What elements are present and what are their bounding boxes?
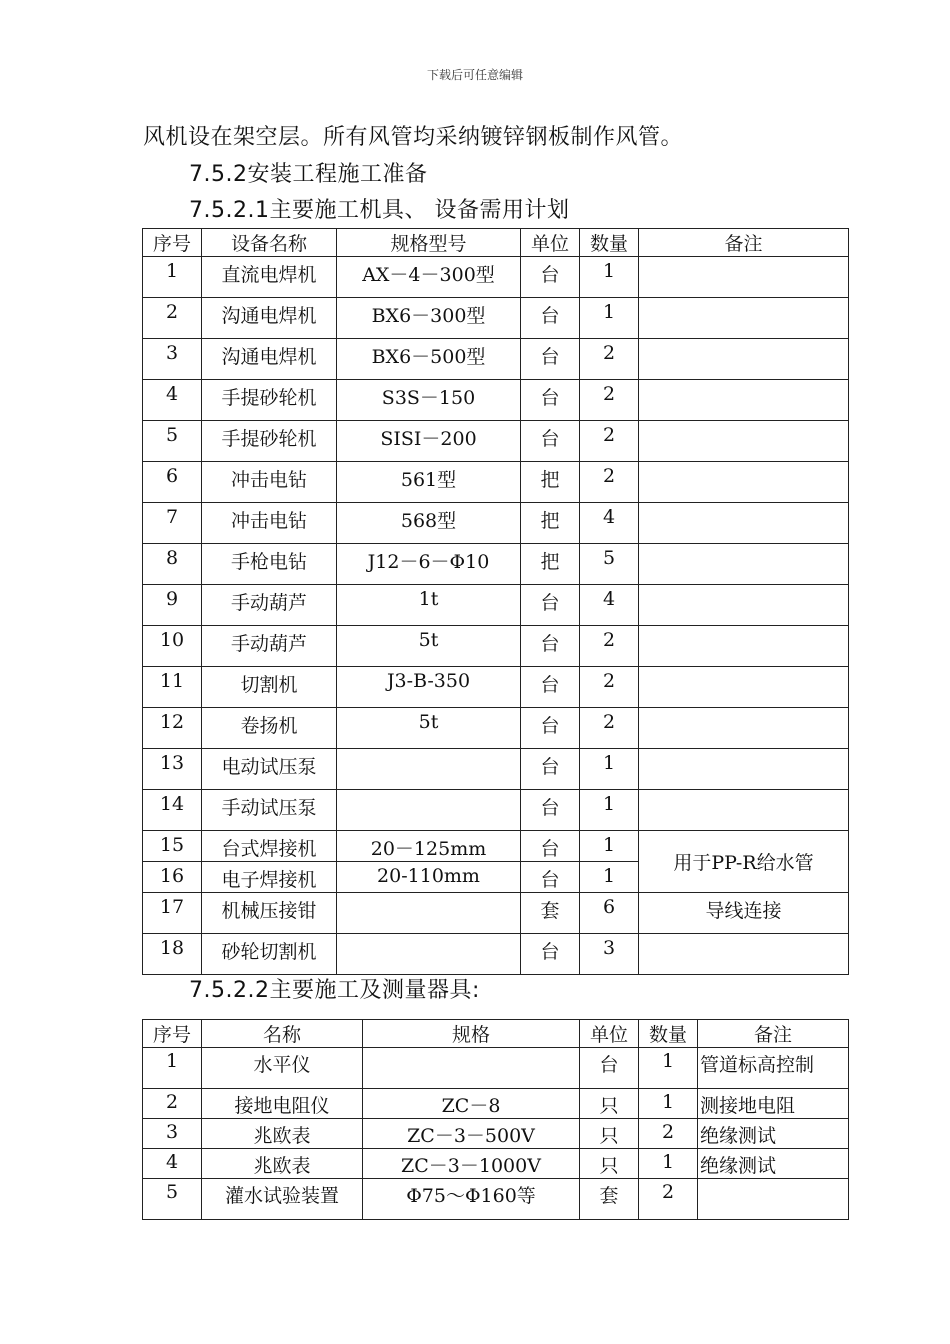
table-header-row <box>143 229 849 257</box>
table-row <box>143 257 849 298</box>
remark-cell <box>639 749 849 790</box>
spec-cell: Φ75～Φ160等 <box>363 1179 580 1220</box>
unit-cell: 台 <box>521 790 580 831</box>
quantity-cell: 6 <box>580 893 639 934</box>
instrument-table <box>142 1019 849 1220</box>
unit-cell: 台 <box>521 380 580 421</box>
unit-cell: 台 <box>580 1048 639 1089</box>
table-row <box>143 544 849 585</box>
remark-cell: 管道标高控制 <box>698 1048 849 1089</box>
quantity-cell: 1 <box>639 1048 698 1089</box>
table-row <box>143 462 849 503</box>
header-cell: 名称 <box>202 1020 363 1048</box>
spec-cell: J12－6－Φ10 <box>337 544 521 585</box>
equipment-name-cell: 冲击电钻 <box>202 503 337 544</box>
quantity-cell: 2 <box>580 667 639 708</box>
table-row <box>143 749 849 790</box>
equipment-name-cell: 手提砂轮机 <box>202 421 337 462</box>
quantity-cell: 2 <box>580 421 639 462</box>
spec-cell: ZC－8 <box>363 1089 580 1119</box>
quantity-cell: 1 <box>639 1089 698 1119</box>
quantity-cell: 4 <box>580 503 639 544</box>
remark-cell <box>639 544 849 585</box>
table-row <box>143 298 849 339</box>
equipment-name-cell: 直流电焊机 <box>202 257 337 298</box>
section-heading-7-5-2-1: 7.5.2.1主要施工机具、 设备需用计划 <box>189 198 570 223</box>
spec-cell: 1t <box>337 585 521 626</box>
spec-cell: 561型 <box>337 462 521 503</box>
equipment-name-cell: 电动试压泵 <box>202 749 337 790</box>
header-cell: 数量 <box>639 1020 698 1048</box>
table-row <box>143 380 849 421</box>
spec-cell: 5t <box>337 708 521 749</box>
row-number-cell: 2 <box>143 298 202 339</box>
quantity-cell: 1 <box>580 749 639 790</box>
unit-cell: 只 <box>580 1089 639 1119</box>
spec-cell: 5t <box>337 626 521 667</box>
equipment-table <box>142 228 849 975</box>
remark-cell <box>639 257 849 298</box>
remark-cell <box>639 339 849 380</box>
quantity-cell: 1 <box>639 1149 698 1179</box>
spec-cell: ZC－3－1000V <box>363 1149 580 1179</box>
spec-cell: BX6－300型 <box>337 298 521 339</box>
table-row <box>143 339 849 380</box>
row-number-cell: 11 <box>143 667 202 708</box>
row-number-cell: 15 <box>143 831 202 862</box>
row-number-cell: 1 <box>143 257 202 298</box>
table-header-row <box>143 1020 849 1048</box>
row-number-cell: 18 <box>143 934 202 975</box>
table-row <box>143 667 849 708</box>
equipment-name-cell: 沟通电焊机 <box>202 339 337 380</box>
row-number-cell: 17 <box>143 893 202 934</box>
remark-cell <box>639 503 849 544</box>
instrument-name-cell: 接地电阻仪 <box>202 1089 363 1119</box>
table-row <box>143 1048 849 1089</box>
equipment-name-cell: 电子焊接机 <box>202 862 337 893</box>
table-row <box>143 893 849 934</box>
header-cell: 规格 <box>363 1020 580 1048</box>
header-cell: 序号 <box>143 229 202 257</box>
spec-cell <box>337 934 521 975</box>
header-cell: 备注 <box>698 1020 849 1048</box>
header-cell: 规格型号 <box>337 229 521 257</box>
table-row <box>143 708 849 749</box>
header-cell: 备注 <box>639 229 849 257</box>
table-row <box>143 585 849 626</box>
spec-cell: S3S－150 <box>337 380 521 421</box>
quantity-cell: 2 <box>639 1119 698 1149</box>
remark-cell: 导线连接 <box>639 893 849 934</box>
unit-cell: 台 <box>521 749 580 790</box>
remark-cell: 绝缘测试 <box>698 1119 849 1149</box>
quantity-cell: 2 <box>580 626 639 667</box>
unit-cell: 台 <box>521 934 580 975</box>
row-number-cell: 5 <box>143 421 202 462</box>
header-cell: 单位 <box>521 229 580 257</box>
equipment-name-cell: 台式焊接机 <box>202 831 337 862</box>
page-header: 下载后可任意编辑 <box>426 68 523 82</box>
remark-cell <box>639 421 849 462</box>
remark-cell <box>698 1179 849 1220</box>
unit-cell: 台 <box>521 421 580 462</box>
table-row <box>143 1119 849 1149</box>
unit-cell: 台 <box>521 585 580 626</box>
unit-cell: 把 <box>521 544 580 585</box>
unit-cell: 只 <box>580 1149 639 1179</box>
row-number-cell: 10 <box>143 626 202 667</box>
row-number-cell: 14 <box>143 790 202 831</box>
unit-cell: 只 <box>580 1119 639 1149</box>
remark-cell <box>639 585 849 626</box>
table-row <box>143 1149 849 1179</box>
unit-cell: 台 <box>521 339 580 380</box>
intro-line: 风机设在架空层。所有风管均采纳镀锌钢板制作风管。 <box>143 125 684 150</box>
remark-cell <box>639 934 849 975</box>
spec-cell: ZC－3－500V <box>363 1119 580 1149</box>
quantity-cell: 2 <box>580 339 639 380</box>
quantity-cell: 2 <box>580 462 639 503</box>
equipment-name-cell: 机械压接钳 <box>202 893 337 934</box>
unit-cell: 把 <box>521 462 580 503</box>
unit-cell: 台 <box>521 257 580 298</box>
spec-cell: 20-110mm <box>337 862 521 893</box>
section-heading-7-5-2-2: 7.5.2.2主要施工及测量器具: <box>189 978 480 1003</box>
remark-cell <box>639 708 849 749</box>
row-number-cell: 6 <box>143 462 202 503</box>
equipment-name-cell: 手动葫芦 <box>202 585 337 626</box>
remark-cell <box>639 298 849 339</box>
remark-cell: 测接地电阻 <box>698 1089 849 1119</box>
quantity-cell: 4 <box>580 585 639 626</box>
unit-cell: 台 <box>521 831 580 862</box>
unit-cell: 台 <box>521 862 580 893</box>
table-row <box>143 503 849 544</box>
equipment-name-cell: 切割机 <box>202 667 337 708</box>
instrument-name-cell: 兆欧表 <box>202 1119 363 1149</box>
header-cell: 设备名称 <box>202 229 337 257</box>
equipment-name-cell: 手枪电钻 <box>202 544 337 585</box>
spec-cell: 20－125mm <box>337 831 521 862</box>
quantity-cell: 1 <box>580 790 639 831</box>
unit-cell: 套 <box>521 893 580 934</box>
instrument-name-cell: 水平仪 <box>202 1048 363 1089</box>
quantity-cell: 2 <box>580 708 639 749</box>
quantity-cell: 2 <box>639 1179 698 1220</box>
remark-cell <box>639 626 849 667</box>
spec-cell: J3-B-350 <box>337 667 521 708</box>
row-number-cell: 9 <box>143 585 202 626</box>
equipment-name-cell: 卷扬机 <box>202 708 337 749</box>
quantity-cell: 1 <box>580 257 639 298</box>
spec-cell: SISI－200 <box>337 421 521 462</box>
remark-cell <box>639 790 849 831</box>
spec-cell: BX6－500型 <box>337 339 521 380</box>
section-heading-7-5-2: 7.5.2安装工程施工准备 <box>189 162 428 187</box>
remark-cell: 绝缘测试 <box>698 1149 849 1179</box>
spec-cell <box>337 790 521 831</box>
table-row <box>143 626 849 667</box>
equipment-name-cell: 手动葫芦 <box>202 626 337 667</box>
row-number-cell: 3 <box>143 1119 202 1149</box>
equipment-name-cell: 手提砂轮机 <box>202 380 337 421</box>
equipment-name-cell: 沟通电焊机 <box>202 298 337 339</box>
row-number-cell: 4 <box>143 1149 202 1179</box>
remark-cell <box>639 380 849 421</box>
instrument-name-cell: 兆欧表 <box>202 1149 363 1179</box>
header-cell: 序号 <box>143 1020 202 1048</box>
header-cell: 单位 <box>580 1020 639 1048</box>
row-number-cell: 16 <box>143 862 202 893</box>
equipment-name-cell: 手动试压泵 <box>202 790 337 831</box>
table-row <box>143 934 849 975</box>
unit-cell: 台 <box>521 626 580 667</box>
spec-cell: 568型 <box>337 503 521 544</box>
header-cell: 数量 <box>580 229 639 257</box>
spec-cell <box>337 893 521 934</box>
table-row <box>143 790 849 831</box>
table-row <box>143 1089 849 1119</box>
row-number-cell: 5 <box>143 1179 202 1220</box>
quantity-cell: 5 <box>580 544 639 585</box>
spec-cell <box>363 1048 580 1089</box>
remark-cell: 用于PP-R给水管 <box>639 831 849 893</box>
table-row <box>143 831 849 862</box>
unit-cell: 套 <box>580 1179 639 1220</box>
row-number-cell: 12 <box>143 708 202 749</box>
unit-cell: 把 <box>521 503 580 544</box>
remark-cell <box>639 462 849 503</box>
unit-cell: 台 <box>521 298 580 339</box>
row-number-cell: 4 <box>143 380 202 421</box>
quantity-cell: 2 <box>580 380 639 421</box>
unit-cell: 台 <box>521 667 580 708</box>
spec-cell <box>337 749 521 790</box>
row-number-cell: 8 <box>143 544 202 585</box>
spec-cell: AX－4－300型 <box>337 257 521 298</box>
row-number-cell: 13 <box>143 749 202 790</box>
remark-cell <box>639 667 849 708</box>
row-number-cell: 3 <box>143 339 202 380</box>
row-number-cell: 7 <box>143 503 202 544</box>
table-row <box>143 421 849 462</box>
table-row <box>143 1179 849 1220</box>
quantity-cell: 1 <box>580 831 639 862</box>
quantity-cell: 1 <box>580 862 639 893</box>
equipment-name-cell: 冲击电钻 <box>202 462 337 503</box>
instrument-name-cell: 灌水试验装置 <box>202 1179 363 1220</box>
quantity-cell: 3 <box>580 934 639 975</box>
row-number-cell: 1 <box>143 1048 202 1089</box>
row-number-cell: 2 <box>143 1089 202 1119</box>
unit-cell: 台 <box>521 708 580 749</box>
quantity-cell: 1 <box>580 298 639 339</box>
equipment-name-cell: 砂轮切割机 <box>202 934 337 975</box>
